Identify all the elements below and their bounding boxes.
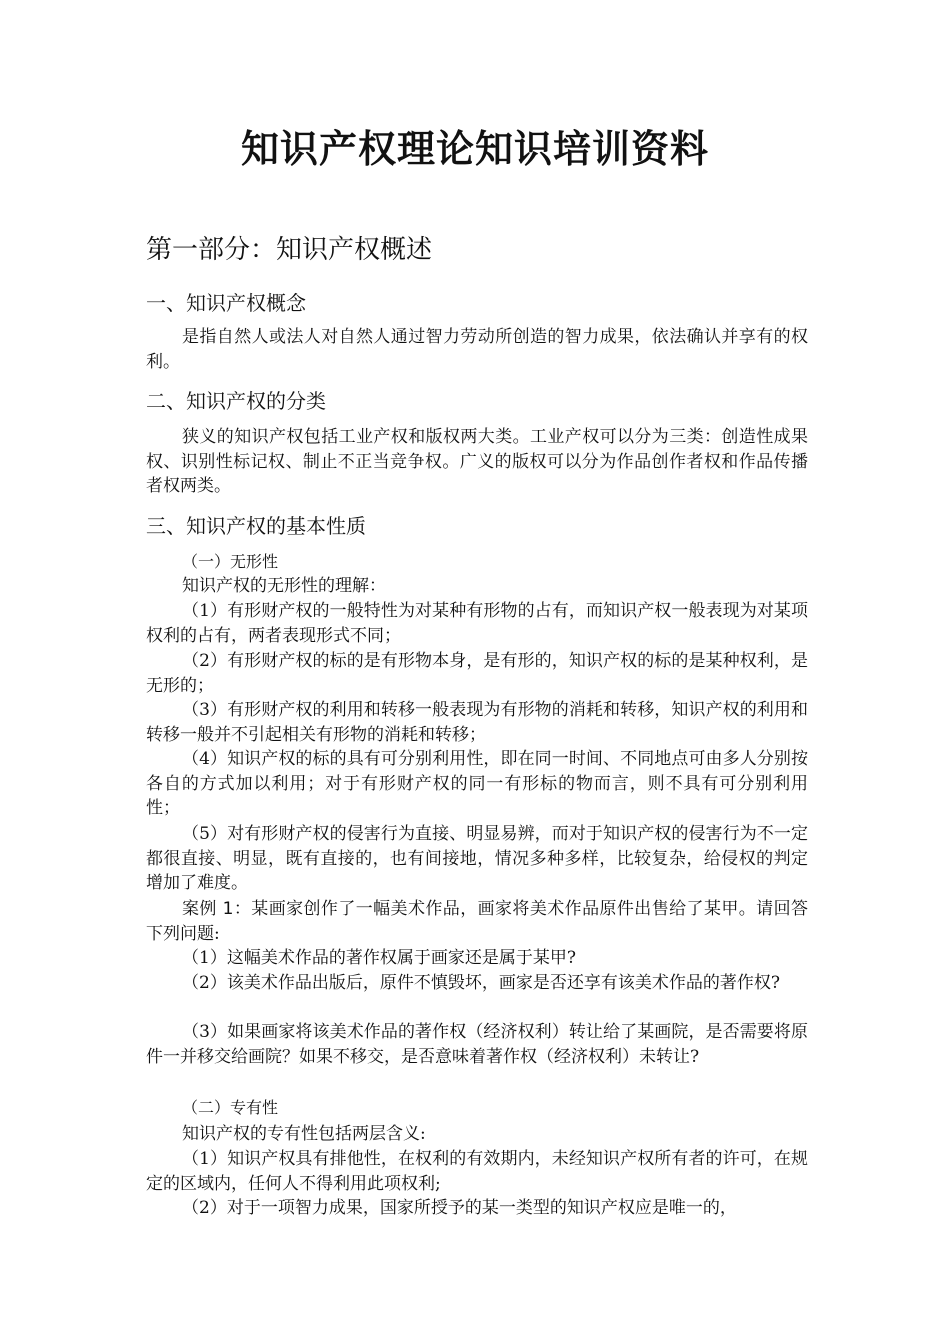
list-item-intangibility-1: （1）有形财产权的一般特性为对某种有形物的占有，而知识产权一般表现为对某项权利的占有，两者表现形式不同； [146, 601, 808, 646]
list-item-intangibility-2: （2）有形财产权的标的是有形物本身，是有形的，知识产权的标的是某种权利，是无形的； [146, 651, 808, 696]
case-paragraph [146, 897, 808, 946]
case-text: 某画家创作了一幅美术作品，画家将美术作品原件出售给了某甲。请回答下列问题: [146, 899, 808, 944]
list-item-exclusivity-2: （2）对于一项智力成果，国家所授予的某一类型的知识产权应是唯一的， [182, 1198, 737, 1218]
list-item-exclusivity-1: （1）知识产权具有排他性，在权利的有效期内，未经知识产权所有者的许可，在规定的区域内，任何人不得利用此项权利; [146, 1149, 808, 1194]
section-heading-classification: 二、知识产权的分类 [146, 389, 326, 413]
case-label: 案例 1： [182, 899, 252, 919]
case-question-1: （1）这幅美术作品的著作权属于画家还是属于某甲? [182, 948, 576, 968]
paragraph-concept: 是指自然人或法人对自然人通过智力劳动所创造的智力成果，依法确认并享有的权利。 [146, 327, 808, 372]
paragraph-intangibility-intro: 知识产权的无形性的理解： [182, 576, 386, 596]
list-item-intangibility-4: （4）知识产权的标的具有可分别利用性，即在同一时间、不同地点可由多人分别按各自的方式加以利用；对于有形财产权的同一有形标的物而言，则不具有可分别利用性； [146, 749, 808, 818]
document-title: 知识产权理论知识培训资料 [240, 127, 709, 171]
section-heading-concept: 一、知识产权概念 [146, 291, 306, 315]
case-question-3: （3）如果画家将该美术作品的著作权（经济权利）转让给了某画院，是否需要将原件一并移交给画院？如果不移交，是否意味着著作权（经济权利）未转让? [146, 1022, 808, 1067]
subsection-heading-exclusivity: （二）专有性 [182, 1098, 279, 1117]
list-item-intangibility-5: （5）对有形财产权的侵害行为直接、明显易辨，而对于知识产权的侵害行为不一定都很直接、明显，既有直接的，也有间接地，情况多种多样，比较复杂，给侵权的判定增加了难度。 [146, 824, 808, 893]
list-item-intangibility-3: （3）有形财产权的利用和转移一般表现为有形物的消耗和转移，知识产权的利用和转移一般并不引起相关有形物的消耗和转移； [146, 700, 808, 745]
paragraph-classification: 狭义的知识产权包括工业产权和版权两大类。工业产权可以分为三类：创造性成果权、识别性标记权、制止不正当竞争权。广义的版权可以分为作品创作者权和作品传播者权两类。 [146, 427, 808, 496]
case-question-2: （2）该美术作品出版后，原件不慎毁坏，画家是否还享有该美术作品的著作权? [182, 973, 780, 993]
section-heading-nature: 三、知识产权的基本性质 [146, 514, 366, 538]
subsection-heading-intangibility: （一）无形性 [182, 552, 279, 571]
paragraph-exclusivity-intro: 知识产权的专有性包括两层含义: [182, 1124, 426, 1144]
part-heading: 第一部分：知识产权概述 [146, 235, 433, 265]
